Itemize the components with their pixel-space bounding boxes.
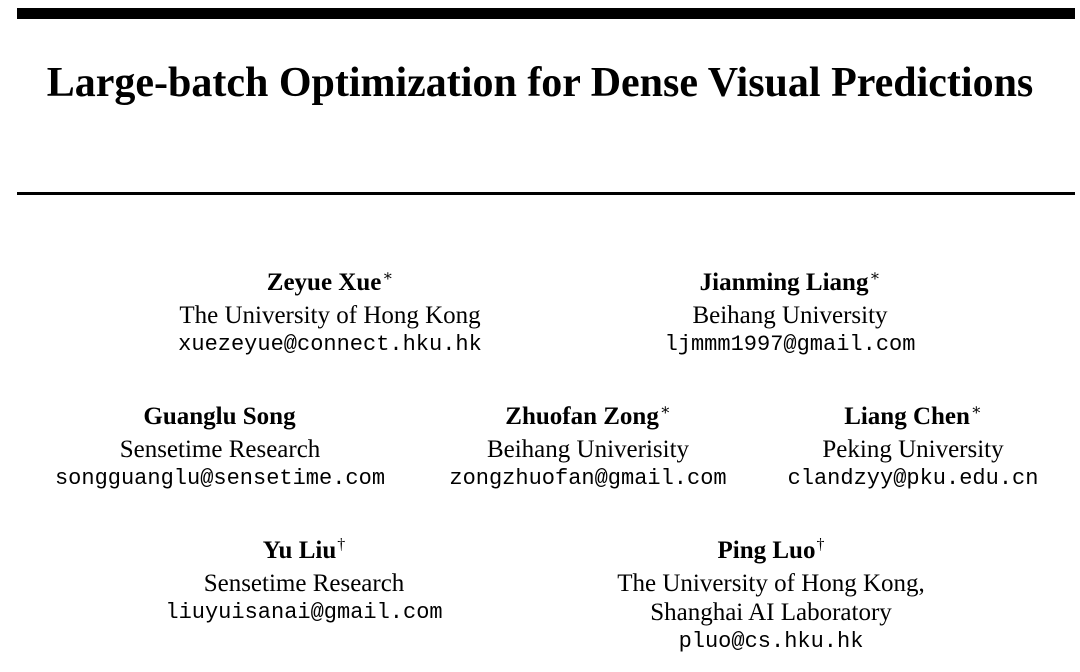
author-name: Zhuofan Zong∗ <box>505 402 671 430</box>
author-affiliation: The University of Hong Kong, <box>617 570 925 597</box>
author-email[interactable]: ljmmm1997@gmail.com <box>664 332 916 357</box>
author-email[interactable]: liuyuisanai@gmail.com <box>165 600 443 625</box>
author-name: Liang Chen∗ <box>844 402 982 430</box>
author-block <box>590 268 990 360</box>
author-block <box>713 402 1080 494</box>
author-affiliation: Beihang University <box>692 302 888 329</box>
title-bottom-rule <box>17 192 1075 195</box>
author-name: Jianming Liang∗ <box>699 268 881 296</box>
author-email[interactable]: songguanglu@sensetime.com <box>54 466 386 491</box>
author-footnote-mark: ∗ <box>970 402 982 419</box>
author-footnote-mark: ∗ <box>382 268 394 285</box>
author-affiliation: Peking University <box>822 436 1004 463</box>
author-email[interactable]: zongzhuofan@gmail.com <box>449 466 727 491</box>
author-affiliation: Shanghai AI Laboratory <box>650 599 892 626</box>
author-affiliation: The University of Hong Kong <box>179 302 481 329</box>
author-footnote-mark: ∗ <box>869 268 881 285</box>
author-block <box>130 268 530 360</box>
author-affiliation: Sensetime Research <box>119 436 321 463</box>
author-email[interactable]: clandzyy@pku.edu.cn <box>787 466 1039 491</box>
author-footnote-mark: † <box>337 536 346 553</box>
author-affiliation: Sensetime Research <box>203 570 405 597</box>
author-block <box>571 536 971 657</box>
author-block <box>20 402 420 494</box>
paper-title: Large-batch Optimization for Dense Visual Predictions <box>46 60 1034 106</box>
author-name: Yu Liu† <box>262 536 346 564</box>
author-footnote-mark: ∗ <box>659 402 671 419</box>
author-name: Ping Luo† <box>717 536 825 564</box>
author-block <box>104 536 504 628</box>
author-affiliation: Beihang Univerisity <box>486 436 690 463</box>
author-footnote-mark: † <box>816 536 825 553</box>
author-email[interactable]: xuezeyue@connect.hku.hk <box>178 332 482 357</box>
author-email[interactable]: pluo@cs.hku.hk <box>678 629 864 654</box>
author-name: Zeyue Xue∗ <box>266 268 394 296</box>
author-name: Guanglu Song <box>143 403 296 430</box>
top-rule <box>17 8 1075 19</box>
